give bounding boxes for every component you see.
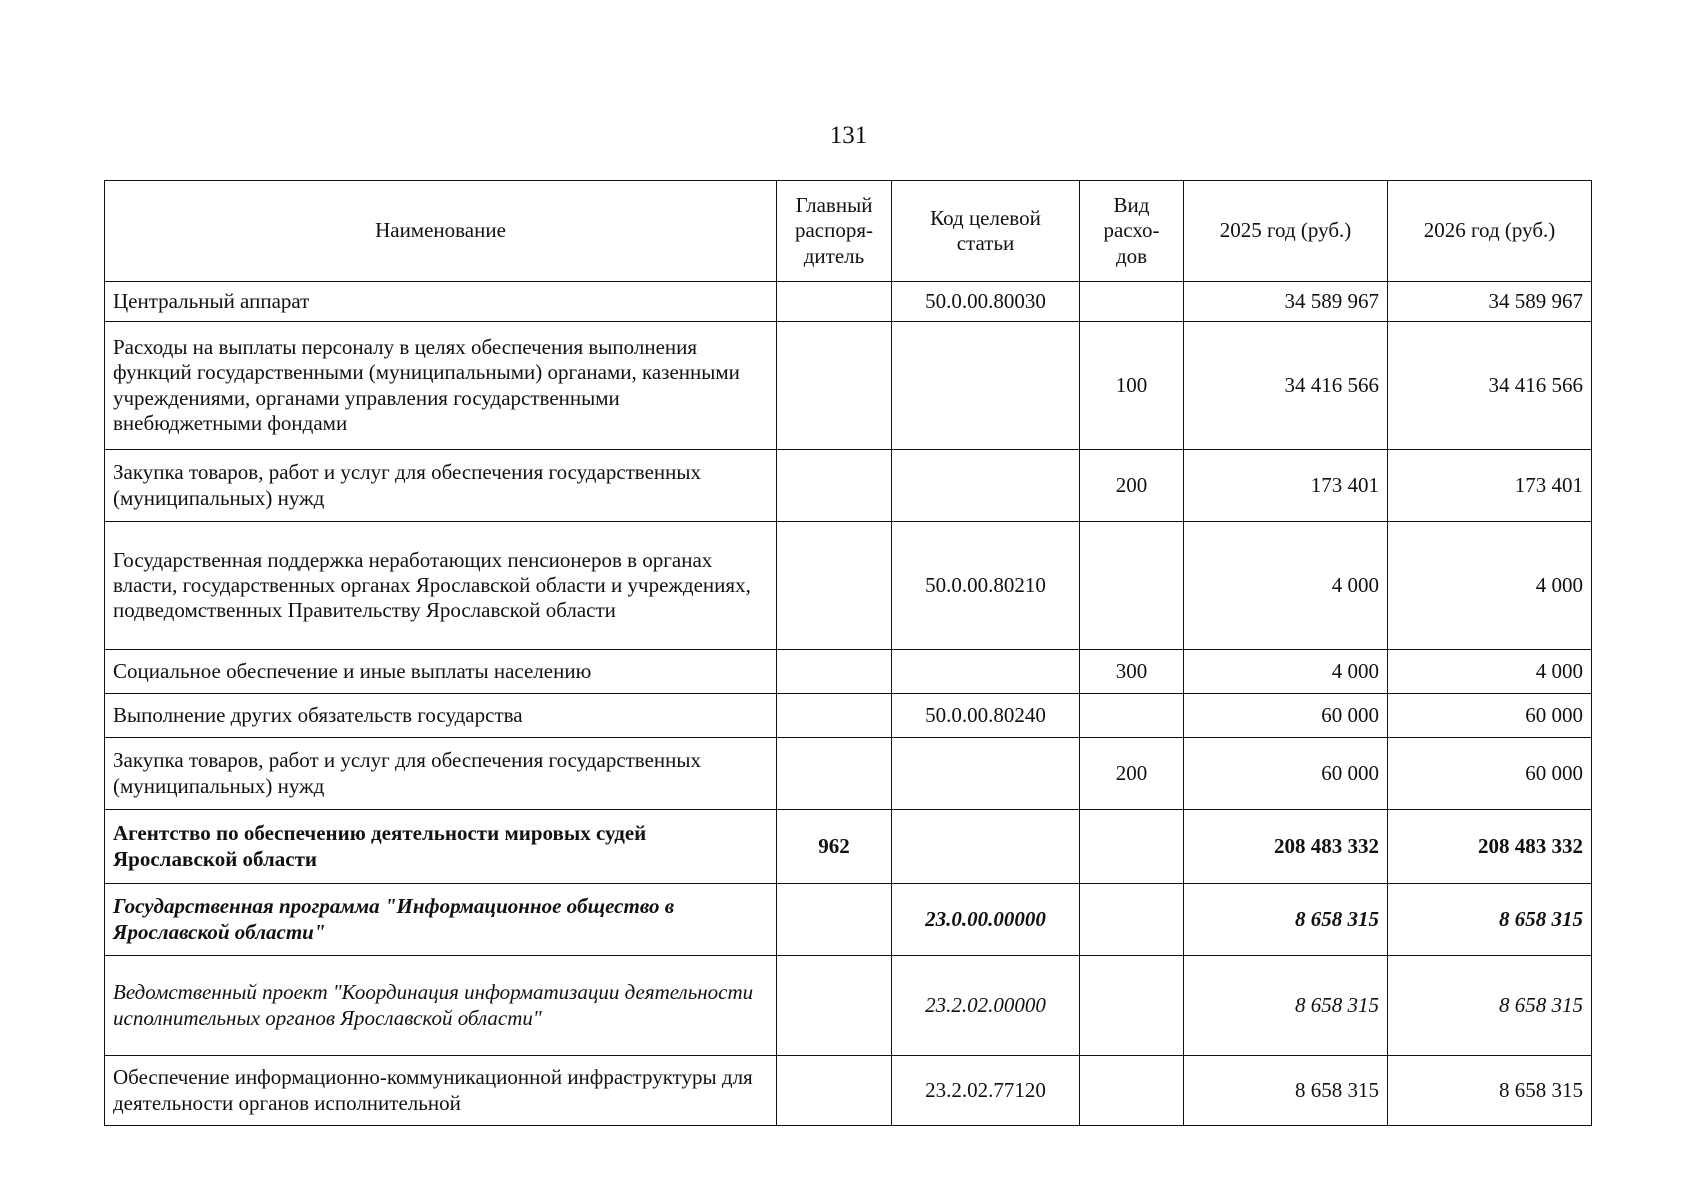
cell-name: Центральный аппарат	[105, 282, 777, 322]
cell-name: Ведомственный проект "Координация информатизации деятельности исполнительных органов Ярославской области"	[105, 956, 777, 1056]
cell-name: Агентство по обеспечению деятельности мировых судей Ярославской области	[105, 810, 777, 884]
header-manager: Главный распоря-дитель	[777, 181, 892, 282]
cell-2026: 8 658 315	[1388, 884, 1592, 956]
cell-code	[892, 450, 1080, 522]
cell-type	[1080, 694, 1184, 738]
header-expense-type: Вид расхо-дов	[1080, 181, 1184, 282]
table-row	[105, 884, 1592, 956]
cell-manager	[777, 522, 892, 650]
cell-type	[1080, 522, 1184, 650]
cell-name: Закупка товаров, работ и услуг для обеспечения государственных (муниципальных) нужд	[105, 450, 777, 522]
cell-manager	[777, 694, 892, 738]
cell-manager	[777, 1056, 892, 1126]
cell-name: Расходы на выплаты персоналу в целях обеспечения выполнения функций государственными (муниципальными) органами, казенными учреждениями, органами управления государственными внебюджетными фондами	[105, 322, 777, 450]
cell-code	[892, 650, 1080, 694]
cell-2025: 8 658 315	[1184, 1056, 1388, 1126]
cell-code: 23.2.02.00000	[892, 956, 1080, 1056]
header-name: Наименование	[105, 181, 777, 282]
table-header-row	[105, 181, 1592, 282]
cell-2025: 60 000	[1184, 694, 1388, 738]
cell-name: Государственная поддержка неработающих пенсионеров в органах власти, государственных органах Ярославской области и учреждениях, подведомственных Правительству Ярославской области	[105, 522, 777, 650]
header-year-2025: 2025 год (руб.)	[1184, 181, 1388, 282]
cell-name: Закупка товаров, работ и услуг для обеспечения государственных (муниципальных) нужд	[105, 738, 777, 810]
table-row	[105, 738, 1592, 810]
cell-2025: 8 658 315	[1184, 956, 1388, 1056]
cell-manager	[777, 650, 892, 694]
table-row	[105, 1056, 1592, 1126]
cell-type: 300	[1080, 650, 1184, 694]
cell-type: 100	[1080, 322, 1184, 450]
table-row	[105, 650, 1592, 694]
cell-2026: 208 483 332	[1388, 810, 1592, 884]
cell-manager	[777, 738, 892, 810]
cell-code: 23.2.02.77120	[892, 1056, 1080, 1126]
header-year-2026: 2026 год (руб.)	[1388, 181, 1592, 282]
cell-2026: 4 000	[1388, 650, 1592, 694]
table-row	[105, 694, 1592, 738]
cell-2025: 4 000	[1184, 650, 1388, 694]
cell-2026: 8 658 315	[1388, 956, 1592, 1056]
cell-type: 200	[1080, 738, 1184, 810]
cell-2025: 4 000	[1184, 522, 1388, 650]
cell-2025: 34 416 566	[1184, 322, 1388, 450]
cell-2026: 173 401	[1388, 450, 1592, 522]
cell-2025: 8 658 315	[1184, 884, 1388, 956]
cell-manager	[777, 282, 892, 322]
header-target-code: Код целевой статьи	[892, 181, 1080, 282]
cell-code: 50.0.00.80240	[892, 694, 1080, 738]
table-row	[105, 956, 1592, 1056]
cell-manager: 962	[777, 810, 892, 884]
cell-2025: 34 589 967	[1184, 282, 1388, 322]
cell-type	[1080, 1056, 1184, 1126]
cell-2025: 173 401	[1184, 450, 1388, 522]
table-row	[105, 282, 1592, 322]
table-row	[105, 450, 1592, 522]
cell-2026: 4 000	[1388, 522, 1592, 650]
table-row	[105, 322, 1592, 450]
cell-code	[892, 738, 1080, 810]
cell-manager	[777, 884, 892, 956]
cell-name: Обеспечение информационно-коммуникационной инфраструктуры для деятельности органов исполнительной	[105, 1056, 777, 1126]
cell-2026: 8 658 315	[1388, 1056, 1592, 1126]
cell-code: 23.0.00.00000	[892, 884, 1080, 956]
cell-name: Выполнение других обязательств государства	[105, 694, 777, 738]
cell-2026: 34 416 566	[1388, 322, 1592, 450]
page-number: 131	[829, 122, 868, 149]
budget-table	[104, 180, 1592, 1126]
cell-type: 200	[1080, 450, 1184, 522]
cell-code: 50.0.00.80030	[892, 282, 1080, 322]
cell-type	[1080, 956, 1184, 1056]
cell-name: Государственная программа "Информационное общество в Ярославской области"	[105, 884, 777, 956]
cell-manager	[777, 956, 892, 1056]
table-row	[105, 522, 1592, 650]
cell-name: Социальное обеспечение и иные выплаты населению	[105, 650, 777, 694]
cell-code	[892, 810, 1080, 884]
cell-code	[892, 322, 1080, 450]
cell-2026: 60 000	[1388, 738, 1592, 810]
cell-manager	[777, 450, 892, 522]
cell-type	[1080, 810, 1184, 884]
cell-2026: 60 000	[1388, 694, 1592, 738]
cell-type	[1080, 282, 1184, 322]
cell-type	[1080, 884, 1184, 956]
cell-2026: 34 589 967	[1388, 282, 1592, 322]
cell-2025: 60 000	[1184, 738, 1388, 810]
table-row	[105, 810, 1592, 884]
cell-2025: 208 483 332	[1184, 810, 1388, 884]
cell-manager	[777, 322, 892, 450]
cell-code: 50.0.00.80210	[892, 522, 1080, 650]
